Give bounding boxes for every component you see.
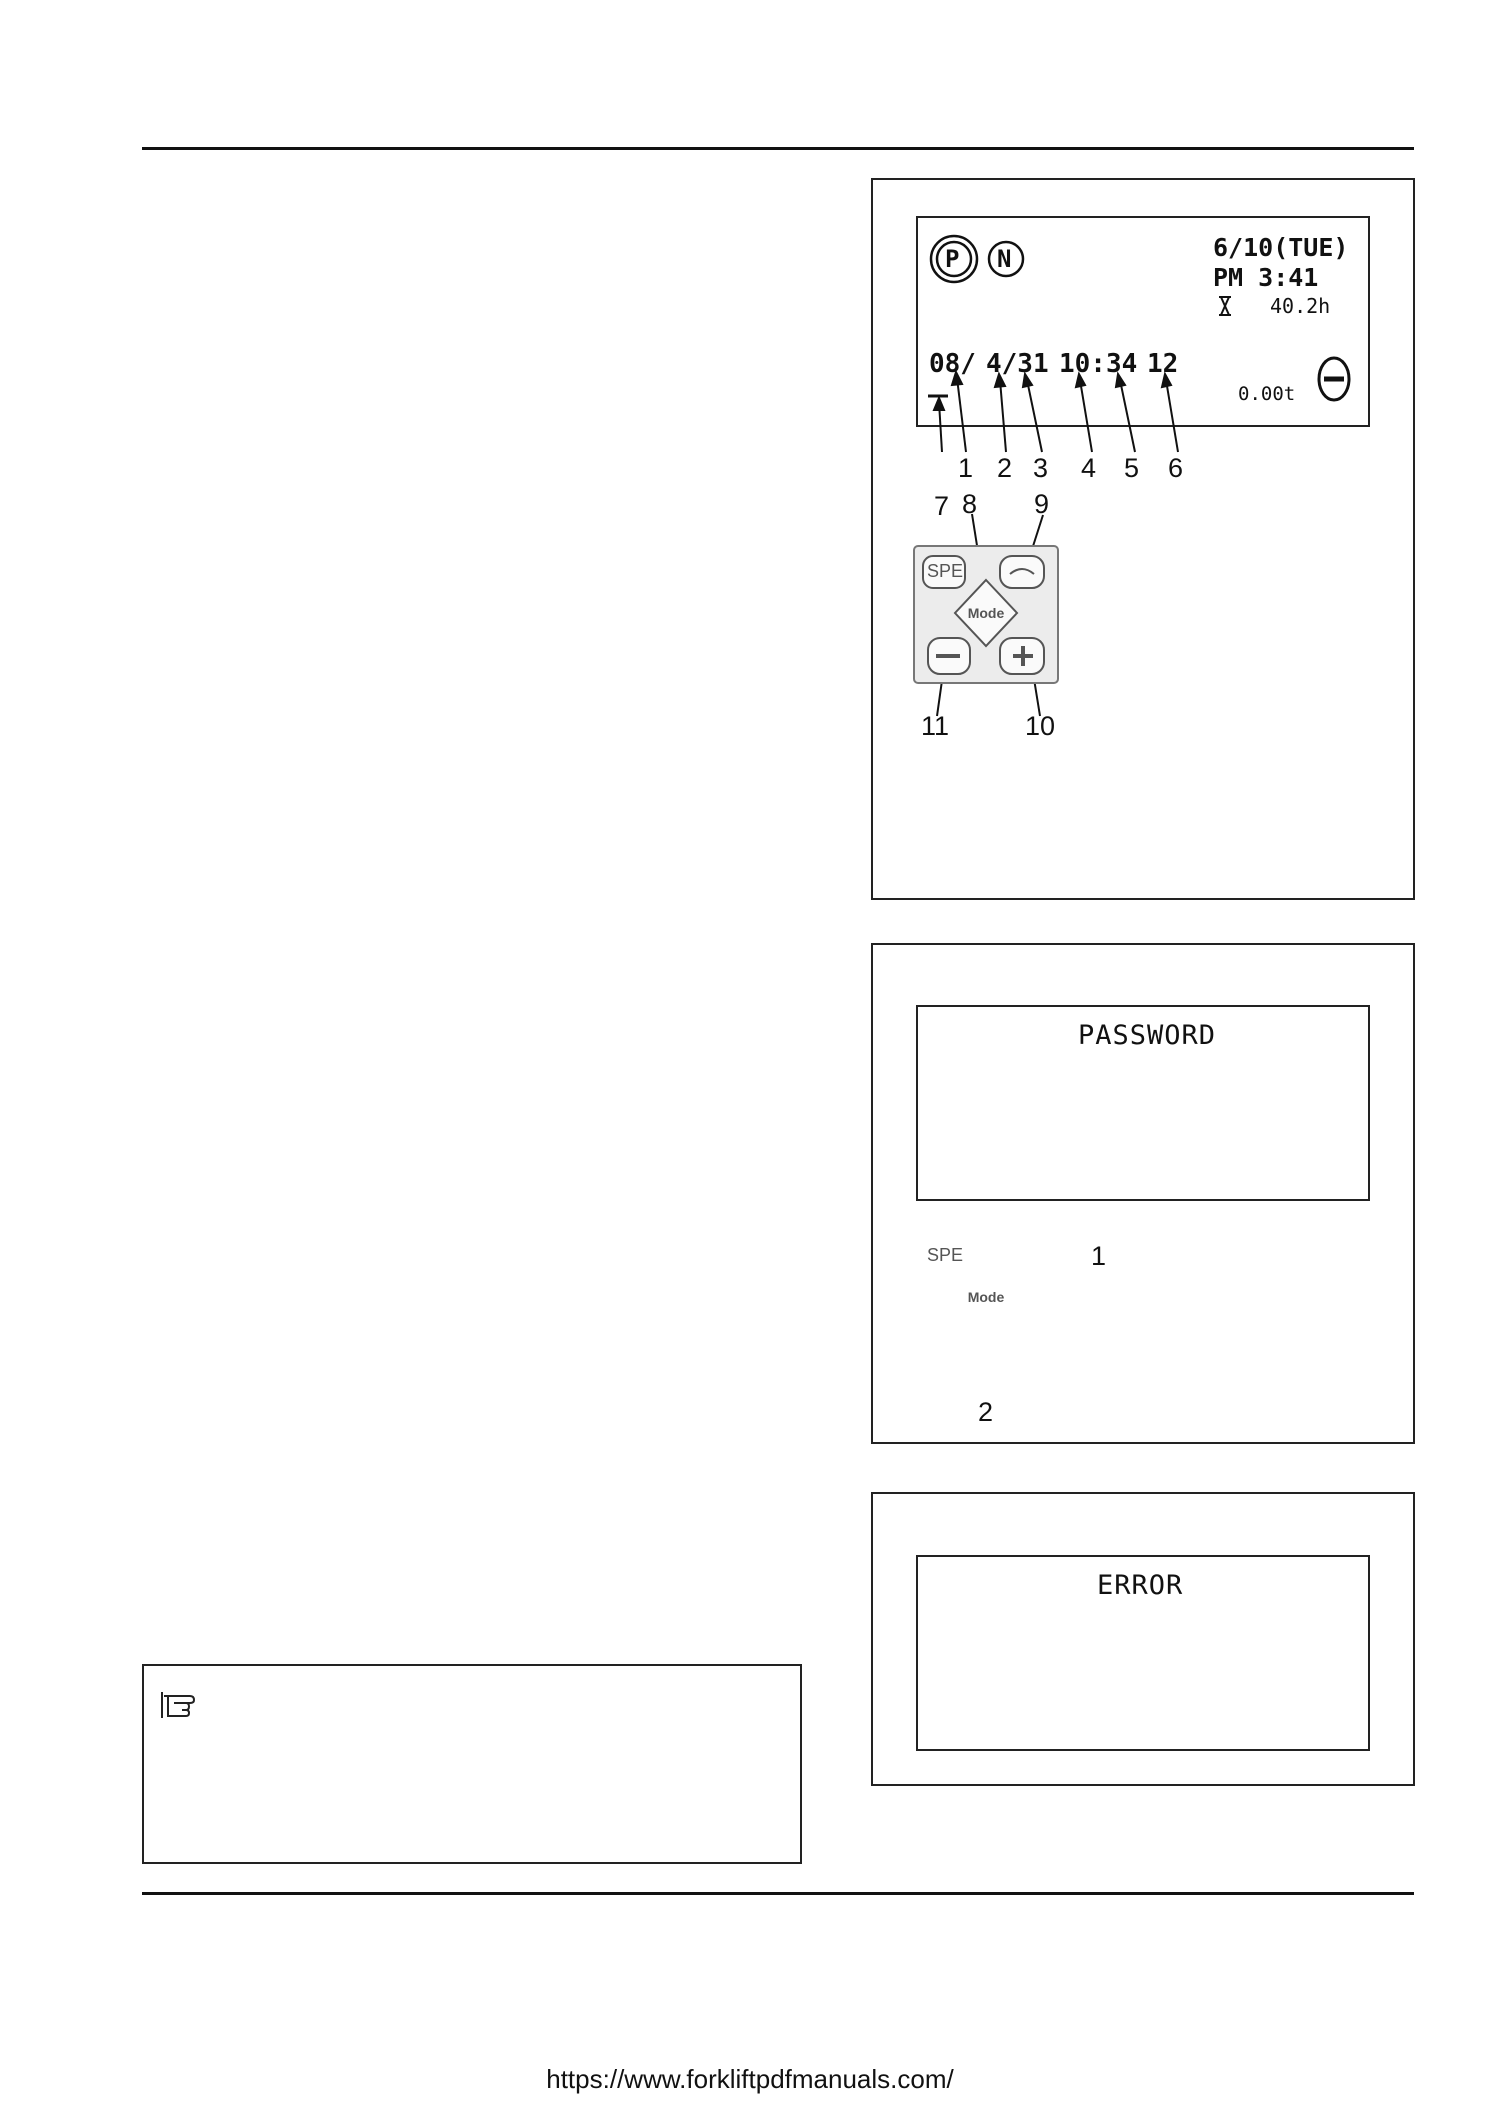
callout-1: 1 [958, 453, 974, 483]
callout-7: 7 [934, 491, 950, 521]
load-value: 0.00t [1238, 383, 1296, 405]
callout-password-1: 1 [1091, 1241, 1107, 1271]
callout-11: 11 [921, 711, 950, 741]
time-display: PM 3:41 [1213, 263, 1319, 292]
callout-9: 9 [1034, 489, 1050, 519]
readout-field-4: 12 [1147, 349, 1179, 379]
footer-url[interactable]: https://www.forkliftpdfmanuals.com/ [546, 2064, 954, 2094]
callout-6: 6 [1168, 453, 1184, 483]
date-display: 6/10(TUE) [1213, 233, 1349, 262]
spe-key-label-2: SPE [927, 1245, 964, 1265]
note-box [142, 1664, 802, 1864]
readout-field-1: 08/ [929, 349, 976, 379]
pointing-hand-icon [160, 1686, 200, 1726]
callout-8: 8 [962, 489, 978, 519]
callout-5: 5 [1124, 453, 1140, 483]
callout-2: 2 [997, 453, 1013, 483]
callout-4: 4 [1081, 453, 1097, 483]
password-title: PASSWORD [1078, 1020, 1217, 1051]
callout-10: 10 [1025, 711, 1056, 741]
callout-3: 3 [1033, 453, 1049, 483]
mode-key-label: Mode [967, 605, 1005, 621]
parking-badge-label: P [945, 245, 960, 273]
spe-key-label: SPE [927, 561, 964, 581]
mode-key-label-2: Mode [967, 1289, 1005, 1305]
callout-password-2: 2 [978, 1397, 994, 1427]
hourglass-icon [1219, 297, 1231, 315]
readout-field-3: 10:34 [1059, 349, 1138, 379]
readout-field-2: 4/31 [986, 349, 1049, 379]
hour-meter-value: 40.2h [1270, 294, 1331, 318]
error-title: ERROR [1097, 1570, 1184, 1601]
neutral-badge-label: N [997, 245, 1012, 273]
